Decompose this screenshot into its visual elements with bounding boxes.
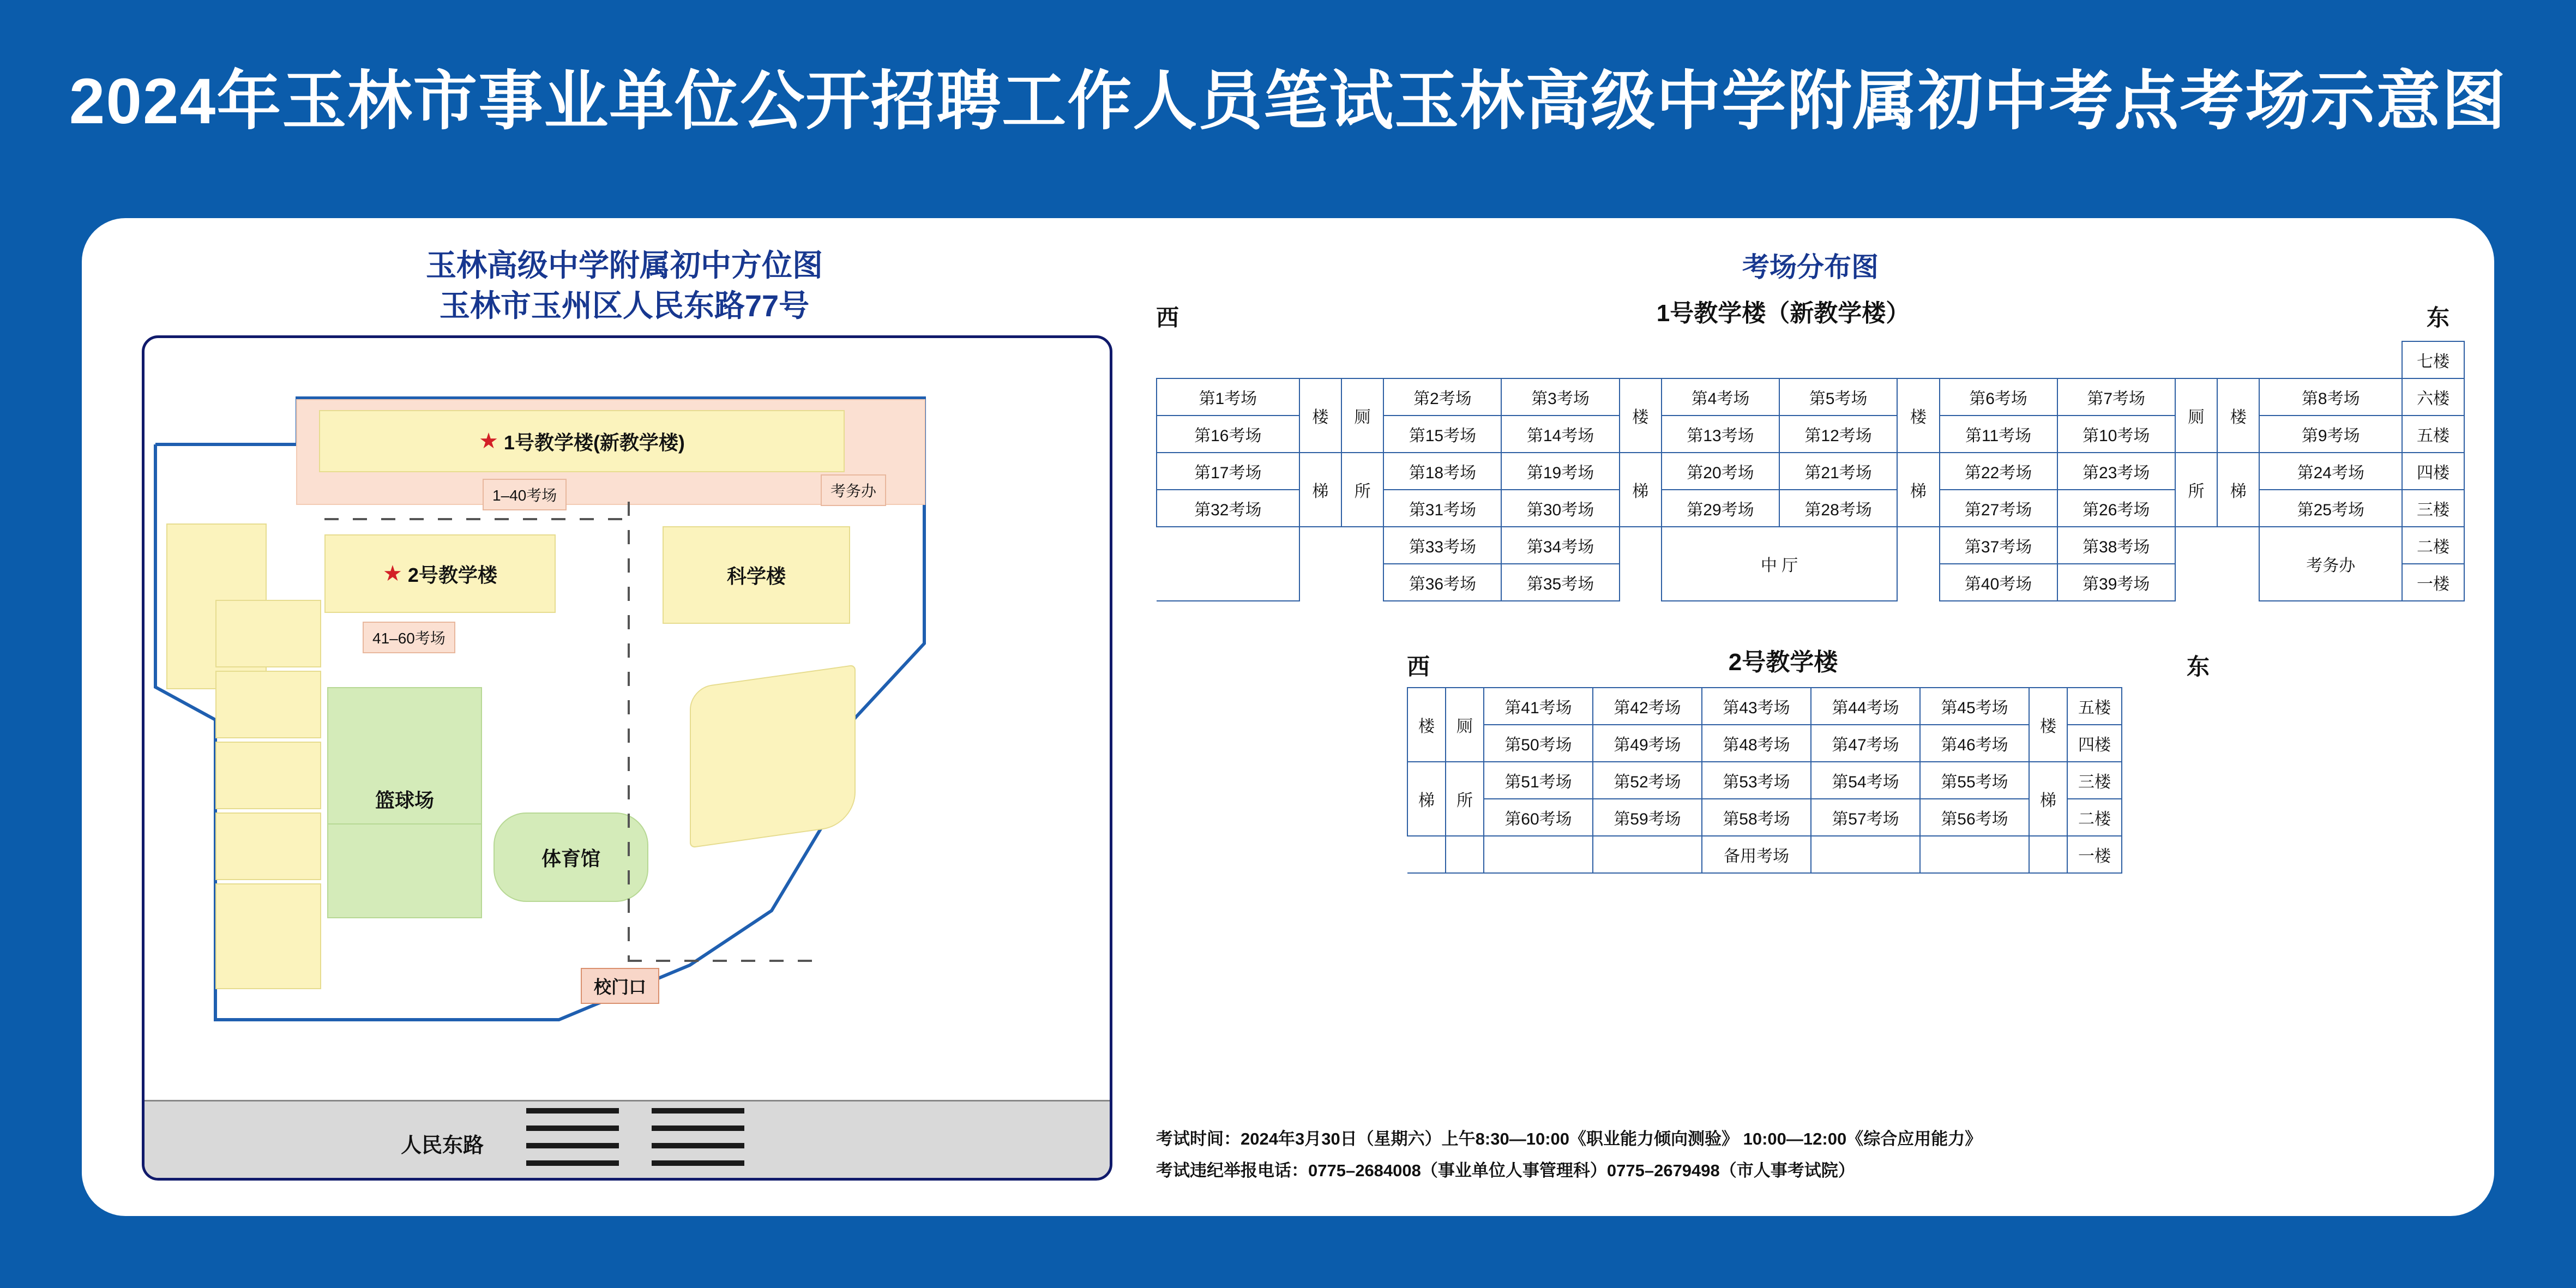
campus-path-vertical — [628, 502, 630, 960]
exam-room-cell: 第19考场 — [1501, 453, 1619, 490]
teaching-building-1-rooms-tag — [483, 479, 567, 510]
table-row — [1157, 527, 2464, 564]
building2-west-label: 西 — [1407, 654, 1430, 679]
exam-room-cell: 第17考场 — [1157, 453, 1299, 490]
exam-room-cell: 第45考场 — [1920, 688, 2029, 725]
exam-room-cell: 第20考场 — [1662, 453, 1779, 490]
toilet-label: 厕 — [1341, 378, 1383, 453]
campus-block — [215, 600, 321, 667]
exam-room-cell: 第21考场 — [1779, 453, 1897, 490]
spare-room-cell: 备用考场 — [1702, 836, 1811, 873]
exam-office-tag — [821, 474, 886, 506]
exam-room-cell: 第35考场 — [1501, 564, 1619, 601]
star-icon: ★ — [383, 562, 402, 586]
crosswalk-left — [526, 1108, 619, 1173]
exam-room-cell: 第51考场 — [1484, 762, 1593, 799]
exam-room-cell: 第11考场 — [1940, 416, 2057, 453]
stair-label: 梯 — [1407, 762, 1446, 836]
exam-room-cell: 第44考场 — [1811, 688, 1920, 725]
exam-room-cell: 第24考场 — [2259, 453, 2402, 490]
star-icon: ★ — [479, 429, 498, 453]
stair-label: 楼 — [1897, 378, 1939, 453]
exam-room-cell: 第60考场 — [1484, 799, 1593, 836]
floor-label: 二楼 — [2402, 527, 2464, 564]
exam-office-cell: 考务办 — [2259, 527, 2402, 601]
exam-room-cell: 第59考场 — [1593, 799, 1702, 836]
toilet-label: 厕 — [1446, 688, 1484, 762]
campus-map-heading-line2: 玉林市玉州区人民东路77号 — [439, 288, 810, 323]
exam-room-cell: 第57考场 — [1811, 799, 1920, 836]
exam-room-cell: 第30考场 — [1501, 490, 1619, 527]
exam-room-cell: 第41考场 — [1484, 688, 1593, 725]
table-row — [1407, 762, 2122, 799]
exam-room-cell: 第13考场 — [1662, 416, 1779, 453]
exam-room-cell: 第53考场 — [1702, 762, 1811, 799]
campus-block — [215, 671, 321, 738]
exam-room-cell: 第54考场 — [1811, 762, 1920, 799]
exam-distribution-panel — [1151, 229, 2470, 1205]
road-band — [145, 1100, 1110, 1178]
exam-room-cell: 第9考场 — [2259, 416, 2402, 453]
exam-room-cell: 第29考场 — [1662, 490, 1779, 527]
footer-report-phone: 考试违纪举报电话：0775–2684008（事业单位人事管理科）0775–2679498（市人事考试院） — [1156, 1161, 1855, 1180]
table-row — [1407, 688, 2122, 725]
teaching-building-1-rooms-text: 1–40考场 — [492, 487, 557, 504]
table-row — [1157, 378, 2464, 416]
exam-room-cell: 第23考场 — [2057, 453, 2175, 490]
table-row — [1407, 836, 2122, 873]
toilet-label: 所 — [2175, 453, 2217, 527]
building1-west-label: 西 — [1156, 305, 1179, 330]
exam-distribution-heading: 考场分布图 — [1742, 252, 1879, 282]
exam-room-cell: 第36考场 — [1383, 564, 1501, 601]
gymnasium-label: 体育馆 — [541, 847, 600, 870]
stair-label: 梯 — [1897, 453, 1939, 527]
exam-room-cell: 第27考场 — [1940, 490, 2057, 527]
exam-room-cell: 第38考场 — [2057, 527, 2175, 564]
exam-room-cell: 第8考场 — [2259, 378, 2402, 416]
building1-east-label: 东 — [2427, 305, 2450, 330]
basketball-court-top — [327, 687, 482, 777]
exam-room-cell: 第22考场 — [1940, 453, 2057, 490]
exam-room-cell: 第10考场 — [2057, 416, 2175, 453]
exam-room-cell: 第5考场 — [1779, 378, 1897, 416]
exam-room-cell: 第2考场 — [1383, 378, 1501, 416]
exam-room-cell: 第18考场 — [1383, 453, 1501, 490]
exam-room-cell: 第31考场 — [1383, 490, 1501, 527]
content-card — [82, 218, 2494, 1216]
basketball-court-text: 篮球场 — [375, 789, 434, 811]
campus-map-panel — [115, 229, 1134, 1205]
toilet-label: 所 — [1446, 762, 1484, 836]
gymnasium — [493, 812, 648, 902]
teaching-building-1 — [319, 410, 845, 472]
exam-room-cell: 第1考场 — [1157, 378, 1299, 416]
campus-path-horizontal — [324, 518, 630, 520]
table-row — [1407, 725, 2122, 762]
floor-label: 三楼 — [2402, 490, 2464, 527]
floor-label: 二楼 — [2067, 799, 2122, 836]
science-building-label: 科学楼 — [726, 565, 786, 587]
exam-room-cell: 第48考场 — [1702, 725, 1811, 762]
school-gate — [581, 968, 659, 1004]
exam-room-cell: 第15考场 — [1383, 416, 1501, 453]
campus-map-heading-line1: 玉林高级中学附属初中方位图 — [426, 248, 823, 282]
exam-room-cell: 第42考场 — [1593, 688, 1702, 725]
floor-label: 四楼 — [2402, 453, 2464, 490]
central-hall-cell: 中 厅 — [1662, 527, 1897, 601]
exam-room-cell: 第37考场 — [1940, 527, 2057, 564]
building2-east-label: 东 — [2187, 654, 2210, 679]
school-gate-label: 校门口 — [594, 977, 647, 997]
floor-label: 六楼 — [2402, 378, 2464, 416]
basketball-court-bottom — [327, 823, 482, 918]
stair-label: 梯 — [2029, 762, 2067, 836]
exam-room-cell: 第7考场 — [2057, 378, 2175, 416]
exam-room-cell: 第32考场 — [1157, 490, 1299, 527]
campus-block — [215, 742, 321, 809]
exam-room-cell: 第58考场 — [1702, 799, 1811, 836]
page-title: 2024年玉林市事业单位公开招聘工作人员笔试玉林高级中学附属初中考点考场示意图 — [69, 65, 2507, 137]
teaching-building-2-rooms-text: 41–60考场 — [372, 630, 446, 647]
exam-room-cell: 第28考场 — [1779, 490, 1897, 527]
exam-room-cell: 第16考场 — [1157, 416, 1299, 453]
toilet-label: 厕 — [2175, 378, 2217, 453]
exam-room-cell: 第49考场 — [1593, 725, 1702, 762]
campus-map-heading — [115, 245, 1134, 326]
footer-exam-time: 考试时间：2024年3月30日（星期六）上午8:30—10:00《职业能力倾向测验》 10:00—12:00《综合应用能力》 — [1156, 1129, 1982, 1148]
science-building — [663, 526, 850, 624]
campus-path-horizontal — [628, 960, 824, 962]
stair-label: 梯 — [1620, 453, 1662, 527]
stair-label: 楼 — [1407, 688, 1446, 762]
floor-label: 四楼 — [2067, 725, 2122, 762]
exam-room-cell: 第55考场 — [1920, 762, 2029, 799]
stair-label: 楼 — [2217, 378, 2259, 453]
floor-label: 五楼 — [2067, 688, 2122, 725]
exam-room-cell: 第56考场 — [1920, 799, 2029, 836]
exam-room-cell: 第33考场 — [1383, 527, 1501, 564]
exam-room-cell: 第34考场 — [1501, 527, 1619, 564]
campus-field — [690, 665, 856, 848]
exam-room-cell: 第6考场 — [1940, 378, 2057, 416]
floor-label: 三楼 — [2067, 762, 2122, 799]
table-row — [1157, 453, 2464, 490]
stair-label: 楼 — [2029, 688, 2067, 762]
exam-room-cell: 第3考场 — [1501, 378, 1619, 416]
building1-title: 1号教学楼（新教学楼） — [1656, 300, 1910, 327]
toilet-label: 所 — [1341, 453, 1383, 527]
campus-block — [215, 812, 321, 880]
campus-block — [215, 883, 321, 989]
building1-table — [1156, 341, 2465, 601]
floor-label: 一楼 — [2402, 564, 2464, 601]
road-label: 人民东路 — [401, 1134, 484, 1157]
exam-room-cell: 第43考场 — [1702, 688, 1811, 725]
building2-table — [1407, 687, 2122, 874]
stair-label: 楼 — [1620, 378, 1662, 453]
exam-room-cell: 第40考场 — [1940, 564, 2057, 601]
floor-label: 五楼 — [2402, 416, 2464, 453]
floor-label: 一楼 — [2067, 836, 2122, 873]
exam-room-cell: 第52考场 — [1593, 762, 1702, 799]
floor-label: 七楼 — [2402, 341, 2464, 378]
campus-map-frame — [142, 335, 1112, 1181]
teaching-building-2 — [324, 534, 556, 613]
crosswalk-right — [652, 1108, 744, 1173]
teaching-building-2-label: 2号教学楼 — [407, 563, 497, 586]
stair-label: 楼 — [1299, 378, 1341, 453]
exam-room-cell: 第50考场 — [1484, 725, 1593, 762]
exam-room-cell: 第39考场 — [2057, 564, 2175, 601]
footer-notes — [1156, 1123, 2476, 1187]
exam-room-cell: 第46考场 — [1920, 725, 2029, 762]
exam-room-cell: 第14考场 — [1501, 416, 1619, 453]
exam-office-text: 考务办 — [830, 483, 877, 499]
exam-room-cell: 第26考场 — [2057, 490, 2175, 527]
table-row — [1407, 799, 2122, 836]
exam-room-cell: 第12考场 — [1779, 416, 1897, 453]
stair-label: 梯 — [1299, 453, 1341, 527]
basketball-court-label — [327, 774, 482, 824]
building2-title: 2号教学楼 — [1728, 649, 1838, 676]
teaching-building-2-rooms-tag — [363, 622, 455, 653]
teaching-building-1-label: 1号教学楼(新教学楼) — [503, 431, 685, 454]
exam-room-cell: 第4考场 — [1662, 378, 1779, 416]
stair-label: 梯 — [2217, 453, 2259, 527]
table-row — [1157, 341, 2464, 378]
exam-room-cell: 第47考场 — [1811, 725, 1920, 762]
exam-room-cell: 第25考场 — [2259, 490, 2402, 527]
